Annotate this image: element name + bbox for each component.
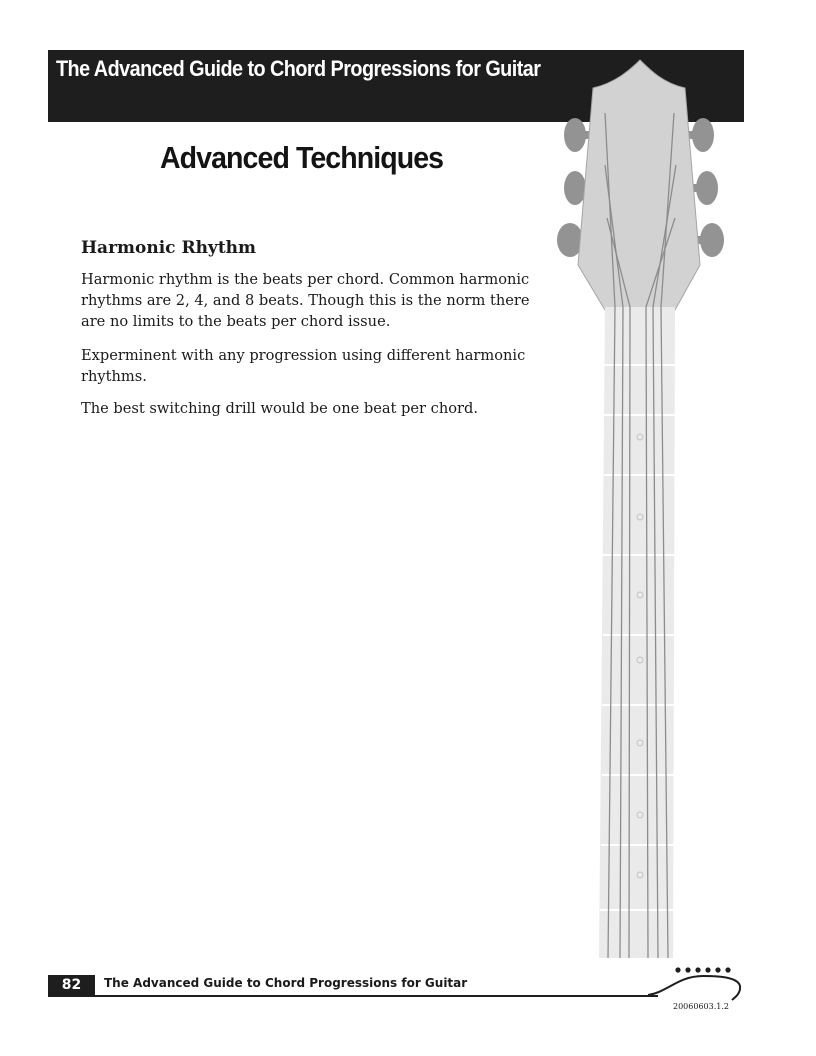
section-heading: Harmonic Rhythm xyxy=(81,238,257,258)
page-heading: Advanced Techniques xyxy=(160,140,444,175)
paragraph: The best switching drill would be one beat per chord. xyxy=(81,400,478,417)
header-title: The Advanced Guide to Chord Progressions for Guitar xyxy=(56,56,541,81)
headstock xyxy=(578,60,700,310)
paragraph: Harmonic rhythm is the beats per chord. Common harmonic rhythms are 2, 4, and 8 beats. Though this is the norm there are no limits to the beats per chord issue. xyxy=(81,271,530,330)
guitar-neck-illustration xyxy=(555,55,730,960)
footer-code: 20060603.1.2 xyxy=(673,1002,729,1011)
paragraph: Experminent with any progression using different harmonic rhythms. xyxy=(81,347,526,385)
footer-rule xyxy=(48,995,658,997)
fretboard xyxy=(599,307,675,958)
guitar-headstock-ornament-icon xyxy=(648,962,744,1004)
page-number-badge: 82 xyxy=(48,975,95,995)
footer-title: The Advanced Guide to Chord Progressions for Guitar xyxy=(104,976,468,990)
